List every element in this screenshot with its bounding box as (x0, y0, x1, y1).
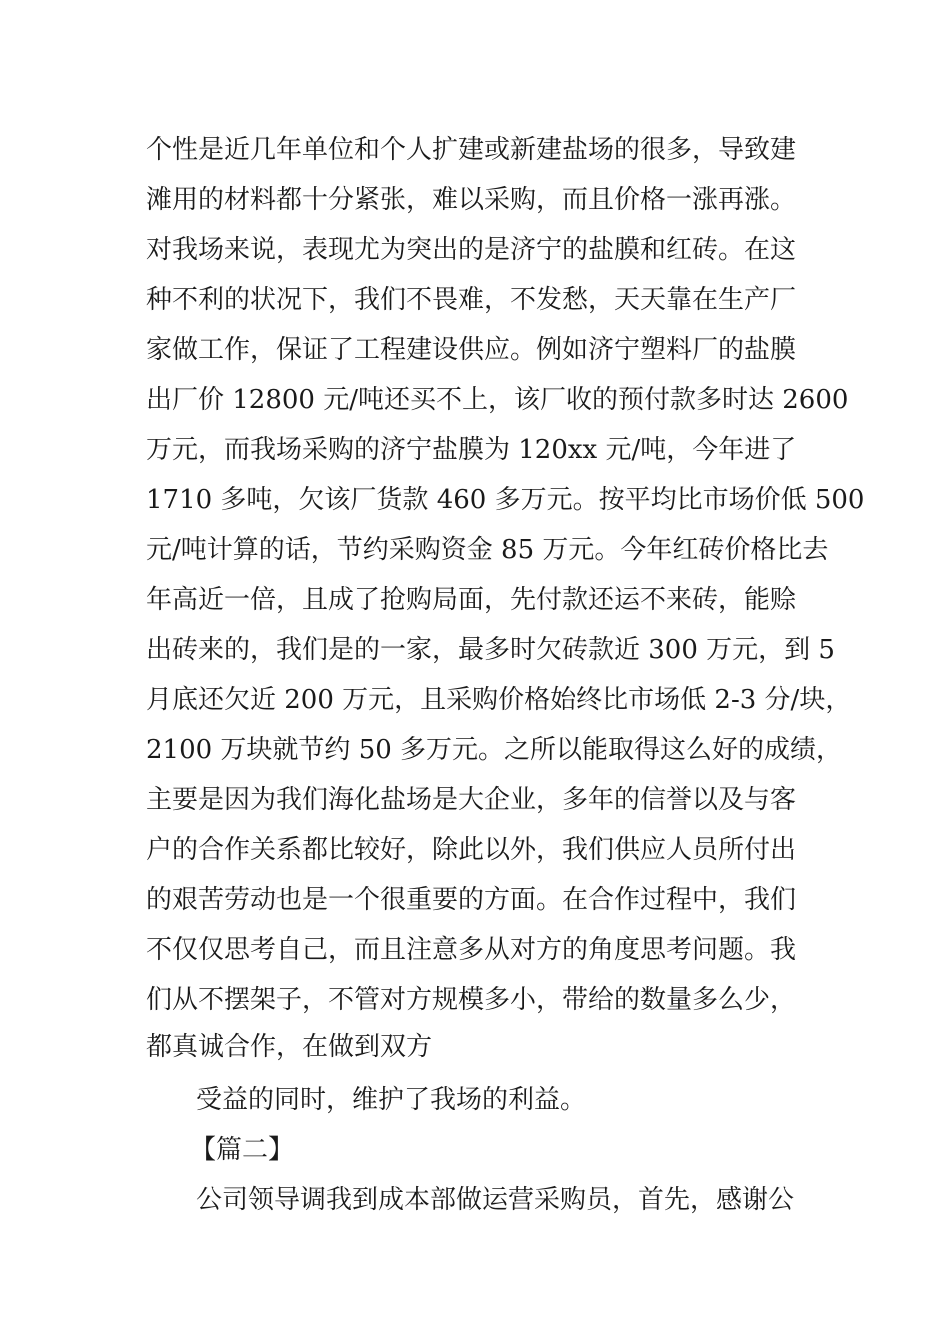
text-line: 对我场来说，表现尤为突出的是济宁的盐膜和红砖。在这 (146, 235, 797, 265)
text-line: 月底还欠近 200 万元，且采购价格始终比市场低 2-3 分/块， (146, 685, 852, 715)
continuation-line: 受益的同时，维护了我场的利益。 (196, 1085, 587, 1115)
text-line: 滩用的材料都十分紧张，难以采购，而且价格一涨再涨。 (146, 185, 797, 215)
text-line: 不仅仅思考自己，而且注意多从对方的角度思考问题。我 (146, 935, 797, 965)
text-line: 个性是近几年单位和个人扩建或新建盐场的很多，导致建 (146, 135, 797, 165)
section-heading: 【篇二】 (190, 1135, 295, 1165)
text-line: 出厂价 12800 元/吨还买不上，该厂收的预付款多时达 2600 (146, 385, 849, 415)
paragraph-first-line: 公司领导调我到成本部做运营采购员，首先，感谢公 (196, 1185, 795, 1215)
text-line: 2100 万块就节约 50 多万元。之所以能取得这么好的成绩， (146, 735, 843, 765)
text-line: 种不利的状况下，我们不畏难，不发愁，天天靠在生产厂 (146, 285, 797, 315)
text-line: 家做工作，保证了工程建设供应。例如济宁塑料厂的盐膜 (146, 335, 797, 365)
text-line: 主要是因为我们海化盐场是大企业，多年的信誉以及与客 (146, 785, 797, 815)
text-line: 年高近一倍，且成了抢购局面，先付款还运不来砖，能赊 (146, 585, 797, 615)
text-line: 元/吨计算的话，节约采购资金 85 万元。今年红砖价格比去 (146, 535, 829, 565)
text-line: 1710 多吨，欠该厂货款 460 多万元。按平均比市场价低 500 (146, 485, 865, 515)
text-line: 出砖来的，我们是的一家，最多时欠砖款近 300 万元，到 5 (146, 635, 835, 665)
text-line: 都真诚合作，在做到双方 (146, 1032, 433, 1062)
text-line: 们从不摆架子，不管对方规模多小，带给的数量多么少， (146, 985, 797, 1015)
text-line: 的艰苦劳动也是一个很重要的方面。在合作过程中，我们 (146, 885, 797, 915)
text-line: 万元，而我场采购的济宁盐膜为 120xx 元/吨，今年进了 (146, 435, 797, 465)
text-line: 户的合作关系都比较好，除此以外，我们供应人员所付出 (146, 835, 797, 865)
